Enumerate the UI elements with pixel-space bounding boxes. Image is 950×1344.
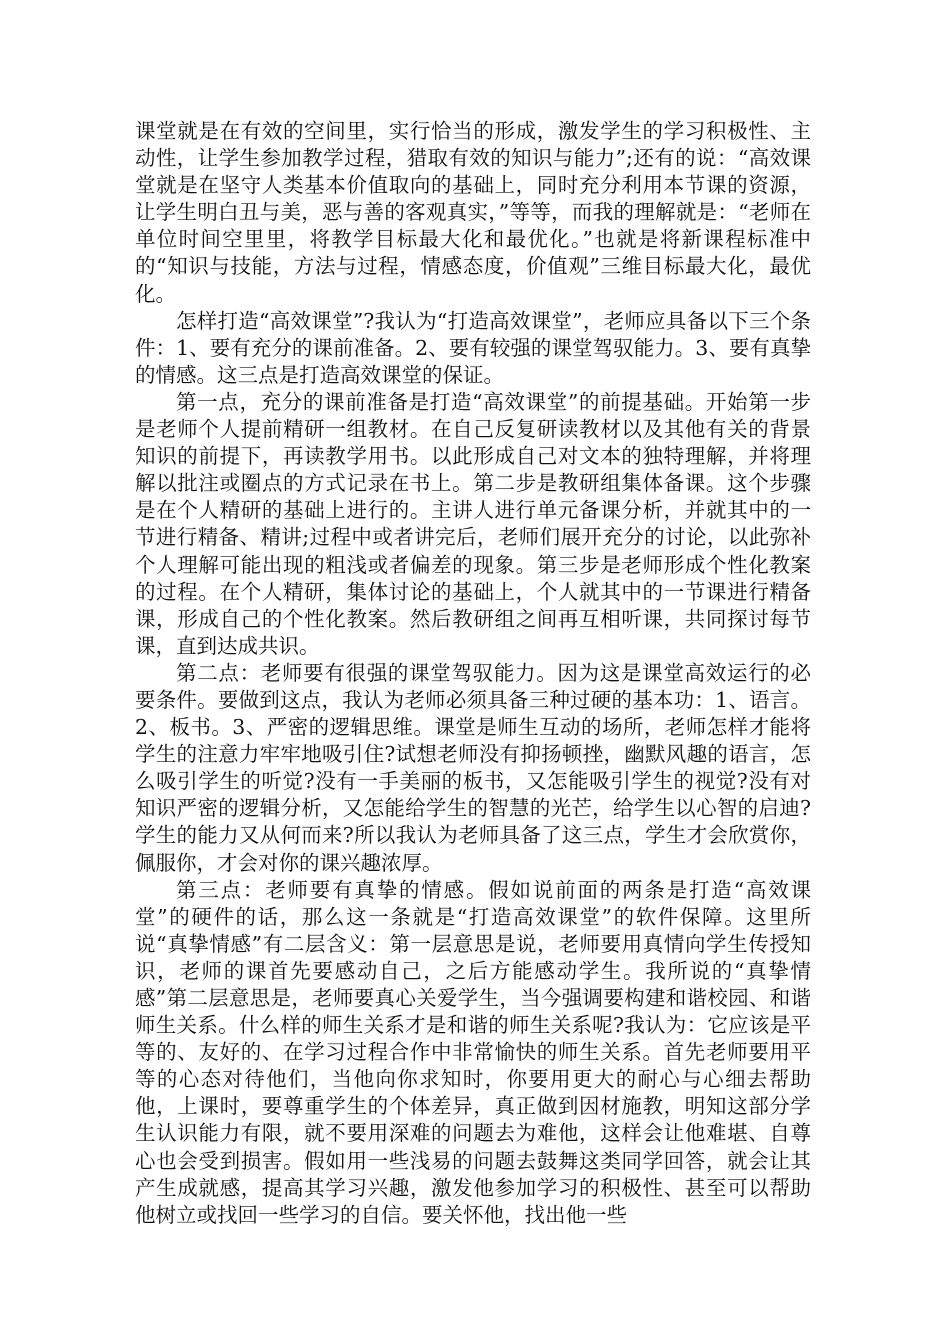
paragraph-continuation: 课堂就是在有效的空间里，实行恰当的形成，激发学生的学习积极性、主动性，让学生参加教学过程，猎取有效的知识与能力”;还有的说：“高效课堂就是在坚守人类基本价值取向的基础上，同时充分利用本节课的资源，让学生明白丑与美，恶与善的客观真实，”等等，而我的理解就是：“老师在单位时间空里里，将教学目标最大化和最优化。”也就是将新课程标准中的“知识与技能，方法与过程，情感态度，价值观”三维目标最大化，最优化。 [135,119,811,306]
paragraph-point-two: 第二点：老师要有很强的课堂驾驭能力。因为这是课堂高效运行的必要条件。要做到这点，我认为老师必须具备三种过硬的基本功：1、语言。2、板书。3、严密的逻辑思维。课堂是师生互动的场所，老师怎样才能将学生的注意力牢牢地吸引住?试想老师没有抑扬顿挫，幽默风趣的语言，怎么吸引学生的听觉?没有一手美丽的板书，又怎能吸引学生的视觉?没有对知识严密的逻辑分析，又怎能给学生的智慧的光芒，给学生以心智的启迪?学生的能力又从何而来?所以我认为老师具备了这三点，学生才会欣赏你，佩服你，才会对你的课兴趣浓厚。 [135,660,811,875]
document-body [135,118,811,1229]
paragraph-point-three: 第三点：老师要有真挚的情感。假如说前面的两条是打造“高效课堂”的硬件的话，那么这一条就是“打造高效课堂”的软件保障。这里所说“真挚情感”有二层含义：第一层意思是说，老师要用真情向学生传授知识，老师的课首先要感动自己，之后方能感动学生。我所说的“真挚情感”第二层意思是，老师要真心关爱学生，当今强调要构建和谐校园、和谐师生关系。什么样的师生关系才是和谐的师生关系呢?我认为：它应该是平等的、友好的、在学习过程合作中非常愉快的师生关系。首先老师要用平等的心态对待他们，当他向你求知时，你要用更大的耐心与心细去帮助他，上课时，要尊重学生的个体差异，真正做到因材施教，明知这部分学生认识能力有限，就不要用深难的问题去为难他，这样会让他难堪、自尊心也会受到损害。假如用一些浅易的问题去鼓舞这类同学回答，就会让其产生成就感，提高其学习兴趣，激发他参加学习的积极性、甚至可以帮助他树立或找回一些学习的自信。要关怀他，找出他一些 [135,877,811,1227]
paragraph-point-one: 第一点，充分的课前准备是打造“高效课堂”的前提基础。开始第一步是老师个人提前精研一组教材。在自己反复研读教材以及其他有关的背景知识的前提下，再读教学用书。以此形成自己对文本的独特理解，并将理解以批注或圈点的方式记录在书上。第二步是教研组集体备课。这个步骤是在个人精研的基础上进行的。主讲人进行单元备课分析，并就其中的一节进行精备、精讲;过程中或者讲完后，老师们展开充分的讨论，以此弥补个人理解可能出现的粗浅或者偏差的现象。第三步是老师形成个性化教案的过程。在个人精研，集体讨论的基础上，个人就其中的一节课进行精备课，形成自己的个性化教案。然后教研组之间再互相听课，共同探讨每节课，直到达成共识。 [135,389,811,658]
paragraph-how-to-build: 怎样打造“高效课堂”?我认为“打造高效课堂”，老师应具备以下三个条件：1、要有充分的课前准备。2、要有较强的课堂驾驭能力。3、要有真挚的情感。这三点是打造高效课堂的保证。 [135,308,811,387]
